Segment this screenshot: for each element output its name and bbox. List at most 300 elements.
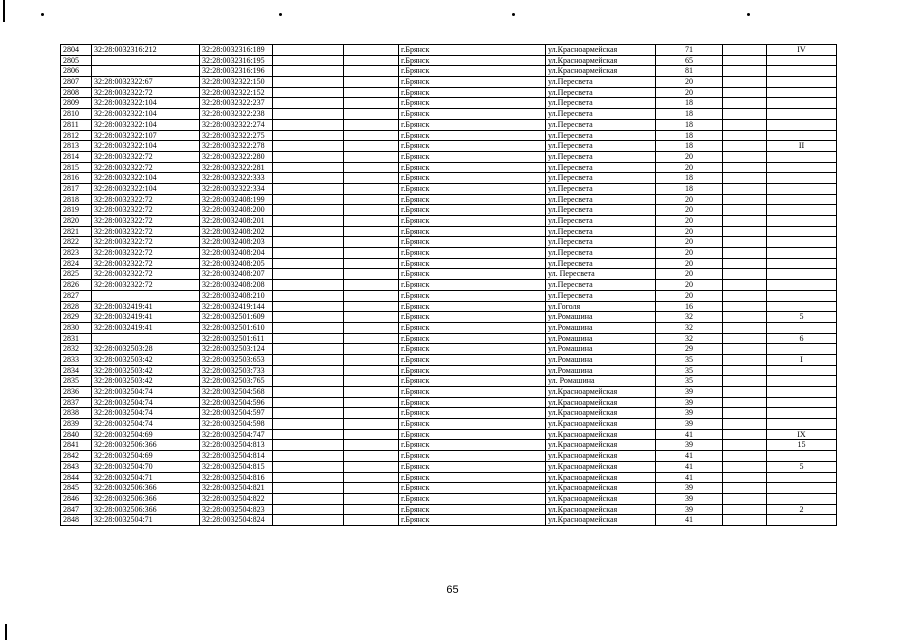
cell-value: 41	[656, 472, 723, 483]
cell-row-number: 2806	[61, 66, 92, 77]
cell-row-number: 2814	[61, 151, 92, 162]
cell-empty-3	[723, 333, 767, 344]
cell-value: 20	[656, 194, 723, 205]
cell-empty-3	[723, 248, 767, 259]
table-row	[61, 440, 837, 451]
cell-row-number: 2823	[61, 248, 92, 259]
cell-street: ул.Пересвета	[546, 183, 656, 194]
cell-cadastral-object: 32:28:0032408:199	[200, 194, 273, 205]
cell-cadastral-parcel: 32:28:0032322:72	[92, 216, 200, 227]
cell-note	[767, 322, 837, 333]
cell-row-number: 2822	[61, 237, 92, 248]
cell-cadastral-object: 32:28:0032408:204	[200, 248, 273, 259]
cell-street: ул.Пересвета	[546, 173, 656, 184]
cell-empty-2	[344, 344, 399, 355]
cell-note	[767, 376, 837, 387]
cell-empty-1	[273, 45, 344, 56]
table-row	[61, 162, 837, 173]
cell-cadastral-object: 32:28:0032322:281	[200, 162, 273, 173]
cell-note	[767, 216, 837, 227]
cell-empty-2	[344, 397, 399, 408]
cell-cadastral-object: 32:28:0032501:609	[200, 312, 273, 323]
cell-empty-2	[344, 141, 399, 152]
cell-empty-2	[344, 333, 399, 344]
cell-note	[767, 98, 837, 109]
cell-cadastral-object: 32:28:0032503:124	[200, 344, 273, 355]
cell-row-number: 2835	[61, 376, 92, 387]
cell-note	[767, 269, 837, 280]
cell-empty-3	[723, 322, 767, 333]
cell-note	[767, 483, 837, 494]
cell-street: ул.Пересвета	[546, 87, 656, 98]
cell-cadastral-parcel: 32:28:0032504:70	[92, 461, 200, 472]
cell-city: г.Брянск	[399, 472, 546, 483]
cell-note	[767, 151, 837, 162]
cell-empty-3	[723, 205, 767, 216]
cell-city: г.Брянск	[399, 312, 546, 323]
cell-street: ул.Гоголя	[546, 301, 656, 312]
cell-cadastral-object: 32:28:0032322:280	[200, 151, 273, 162]
cell-empty-2	[344, 248, 399, 259]
cell-empty-1	[273, 440, 344, 451]
cell-city: г.Брянск	[399, 322, 546, 333]
cell-note: 2	[767, 504, 837, 515]
cell-city: г.Брянск	[399, 77, 546, 88]
cell-street: ул.Пересвета	[546, 151, 656, 162]
cell-city: г.Брянск	[399, 109, 546, 120]
cell-cadastral-object: 32:28:0032408:203	[200, 237, 273, 248]
cell-street: ул.Красноармейская	[546, 440, 656, 451]
cell-street: ул.Красноармейская	[546, 493, 656, 504]
cell-note: 15	[767, 440, 837, 451]
cell-note: IX	[767, 429, 837, 440]
cell-value: 81	[656, 66, 723, 77]
table-row	[61, 55, 837, 66]
cell-city: г.Брянск	[399, 387, 546, 398]
cell-empty-2	[344, 119, 399, 130]
cell-empty-3	[723, 162, 767, 173]
cell-empty-3	[723, 66, 767, 77]
cell-value: 41	[656, 515, 723, 526]
cell-note	[767, 493, 837, 504]
cell-city: г.Брянск	[399, 45, 546, 56]
cell-empty-1	[273, 216, 344, 227]
table-row	[61, 312, 837, 323]
cell-note: 5	[767, 461, 837, 472]
cell-empty-1	[273, 408, 344, 419]
cell-empty-3	[723, 45, 767, 56]
cell-street: ул.Красноармейская	[546, 45, 656, 56]
register-table-body	[61, 45, 837, 526]
cell-cadastral-parcel: 32:28:0032504:71	[92, 472, 200, 483]
cell-empty-1	[273, 109, 344, 120]
cell-cadastral-parcel: 32:28:0032322:72	[92, 269, 200, 280]
cell-empty-1	[273, 77, 344, 88]
cell-empty-2	[344, 109, 399, 120]
cell-row-number: 2824	[61, 258, 92, 269]
cell-empty-1	[273, 504, 344, 515]
cell-empty-1	[273, 515, 344, 526]
cell-cadastral-object: 32:28:0032501:611	[200, 333, 273, 344]
cell-empty-3	[723, 55, 767, 66]
cell-empty-2	[344, 376, 399, 387]
cell-value: 71	[656, 45, 723, 56]
cell-cadastral-parcel: 32:28:0032322:72	[92, 237, 200, 248]
cell-empty-3	[723, 130, 767, 141]
cell-row-number: 2816	[61, 173, 92, 184]
table-row	[61, 87, 837, 98]
cell-cadastral-object: 32:28:0032503:733	[200, 365, 273, 376]
cell-cadastral-object: 32:28:0032322:237	[200, 98, 273, 109]
cell-empty-2	[344, 237, 399, 248]
cell-empty-2	[344, 258, 399, 269]
cell-empty-3	[723, 151, 767, 162]
cell-row-number: 2805	[61, 55, 92, 66]
cell-cadastral-object: 32:28:0032503:653	[200, 354, 273, 365]
cell-empty-2	[344, 365, 399, 376]
cell-empty-2	[344, 387, 399, 398]
cell-note	[767, 387, 837, 398]
cell-empty-2	[344, 162, 399, 173]
cell-empty-1	[273, 301, 344, 312]
cell-empty-2	[344, 194, 399, 205]
cell-empty-2	[344, 515, 399, 526]
cell-note	[767, 365, 837, 376]
table-row	[61, 483, 837, 494]
cell-note	[767, 248, 837, 259]
cell-empty-2	[344, 322, 399, 333]
cell-note	[767, 77, 837, 88]
page-edge-mark-bottom	[5, 624, 7, 640]
cell-street: ул.Пересвета	[546, 162, 656, 173]
table-row	[61, 269, 837, 280]
cell-value: 20	[656, 205, 723, 216]
cell-empty-3	[723, 258, 767, 269]
cell-empty-1	[273, 344, 344, 355]
cell-empty-1	[273, 194, 344, 205]
table-row	[61, 77, 837, 88]
cell-row-number: 2836	[61, 387, 92, 398]
cell-street: ул.Пересвета	[546, 290, 656, 301]
cell-city: г.Брянск	[399, 55, 546, 66]
cell-street: ул.Пересвета	[546, 119, 656, 130]
cell-empty-2	[344, 483, 399, 494]
cell-empty-2	[344, 216, 399, 227]
cell-row-number: 2812	[61, 130, 92, 141]
cell-empty-1	[273, 226, 344, 237]
cell-cadastral-object: 32:28:0032504:598	[200, 419, 273, 430]
cell-row-number: 2837	[61, 397, 92, 408]
cell-empty-1	[273, 397, 344, 408]
table-row	[61, 248, 837, 259]
table-row	[61, 45, 837, 56]
cell-empty-3	[723, 387, 767, 398]
cell-cadastral-object: 32:28:0032501:610	[200, 322, 273, 333]
cell-empty-3	[723, 461, 767, 472]
cell-row-number: 2830	[61, 322, 92, 333]
cell-street: ул.Красноармейская	[546, 451, 656, 462]
cell-city: г.Брянск	[399, 269, 546, 280]
cell-city: г.Брянск	[399, 130, 546, 141]
table-row	[61, 397, 837, 408]
cell-value: 35	[656, 376, 723, 387]
cell-empty-1	[273, 483, 344, 494]
cell-cadastral-object: 32:28:0032504:597	[200, 408, 273, 419]
table-row	[61, 408, 837, 419]
cell-value: 32	[656, 312, 723, 323]
table-row	[61, 98, 837, 109]
cell-empty-1	[273, 365, 344, 376]
table-row	[61, 109, 837, 120]
cell-empty-3	[723, 376, 767, 387]
cell-cadastral-parcel: 32:28:0032504:74	[92, 419, 200, 430]
cell-value: 20	[656, 248, 723, 259]
cell-empty-2	[344, 290, 399, 301]
cell-cadastral-parcel: 32:28:0032504:69	[92, 451, 200, 462]
cell-street: ул.Ромашина	[546, 322, 656, 333]
cell-street: ул.Пересвета	[546, 109, 656, 120]
table-row	[61, 301, 837, 312]
cell-empty-2	[344, 419, 399, 430]
cell-street: ул.Пересвета	[546, 141, 656, 152]
cell-cadastral-parcel: 32:28:0032322:72	[92, 194, 200, 205]
cell-row-number: 2821	[61, 226, 92, 237]
cell-cadastral-parcel: 32:28:0032504:71	[92, 515, 200, 526]
cell-note	[767, 397, 837, 408]
cell-empty-1	[273, 141, 344, 152]
table-row	[61, 66, 837, 77]
cell-street: ул.Пересвета	[546, 258, 656, 269]
table-row	[61, 173, 837, 184]
cell-empty-2	[344, 451, 399, 462]
cell-empty-2	[344, 226, 399, 237]
cell-row-number: 2842	[61, 451, 92, 462]
cell-empty-3	[723, 451, 767, 462]
cell-row-number: 2841	[61, 440, 92, 451]
cell-note	[767, 226, 837, 237]
cell-empty-3	[723, 429, 767, 440]
cell-empty-3	[723, 290, 767, 301]
cell-cadastral-object: 32:28:0032408:210	[200, 290, 273, 301]
cell-city: г.Брянск	[399, 280, 546, 291]
cell-empty-2	[344, 440, 399, 451]
cell-cadastral-object: 32:28:0032408:207	[200, 269, 273, 280]
cell-note	[767, 301, 837, 312]
cell-city: г.Брянск	[399, 226, 546, 237]
cell-empty-3	[723, 98, 767, 109]
cell-note: 6	[767, 333, 837, 344]
cell-empty-2	[344, 312, 399, 323]
cell-cadastral-parcel: 32:28:0032316:212	[92, 45, 200, 56]
table-row	[61, 493, 837, 504]
cell-city: г.Брянск	[399, 258, 546, 269]
cell-cadastral-object: 32:28:0032504:568	[200, 387, 273, 398]
cell-city: г.Брянск	[399, 429, 546, 440]
table-row	[61, 151, 837, 162]
cell-cadastral-object: 32:28:0032504:821	[200, 483, 273, 494]
cell-city: г.Брянск	[399, 451, 546, 462]
cell-value: 39	[656, 408, 723, 419]
cell-city: г.Брянск	[399, 151, 546, 162]
cell-empty-3	[723, 269, 767, 280]
cell-row-number: 2810	[61, 109, 92, 120]
cell-empty-3	[723, 365, 767, 376]
cell-note: I	[767, 354, 837, 365]
table-row	[61, 472, 837, 483]
cell-city: г.Брянск	[399, 290, 546, 301]
cell-cadastral-object: 32:28:0032504:815	[200, 461, 273, 472]
cell-note	[767, 162, 837, 173]
cell-street: ул.Ромашина	[546, 354, 656, 365]
cell-cadastral-object: 32:28:0032322:238	[200, 109, 273, 120]
cell-note	[767, 66, 837, 77]
cell-empty-1	[273, 451, 344, 462]
cell-cadastral-parcel	[92, 66, 200, 77]
cell-row-number: 2843	[61, 461, 92, 472]
cell-street: ул.Красноармейская	[546, 387, 656, 398]
cell-cadastral-parcel: 32:28:0032322:72	[92, 151, 200, 162]
cell-empty-2	[344, 151, 399, 162]
cell-empty-1	[273, 151, 344, 162]
table-row	[61, 322, 837, 333]
cell-street: ул.Пересвета	[546, 205, 656, 216]
cell-empty-1	[273, 248, 344, 259]
cell-street: ул.Красноармейская	[546, 515, 656, 526]
table-row	[61, 216, 837, 227]
cell-value: 20	[656, 258, 723, 269]
cell-empty-2	[344, 301, 399, 312]
scan-dot	[747, 13, 750, 16]
cell-row-number: 2839	[61, 419, 92, 430]
cell-empty-1	[273, 280, 344, 291]
cell-cadastral-parcel: 32:28:0032504:74	[92, 397, 200, 408]
cell-street: ул.Ромашина	[546, 344, 656, 355]
cell-city: г.Брянск	[399, 301, 546, 312]
cell-city: г.Брянск	[399, 483, 546, 494]
cell-value: 20	[656, 226, 723, 237]
cell-empty-3	[723, 87, 767, 98]
cell-row-number: 2838	[61, 408, 92, 419]
cell-cadastral-parcel: 32:28:0032322:104	[92, 98, 200, 109]
cell-empty-3	[723, 397, 767, 408]
cell-cadastral-object: 32:28:0032504:824	[200, 515, 273, 526]
cell-note: 5	[767, 312, 837, 323]
cell-value: 18	[656, 141, 723, 152]
cell-empty-3	[723, 344, 767, 355]
cell-empty-3	[723, 141, 767, 152]
table-row	[61, 205, 837, 216]
cell-empty-3	[723, 280, 767, 291]
cell-value: 39	[656, 483, 723, 494]
cell-cadastral-parcel: 32:28:0032322:67	[92, 77, 200, 88]
cell-row-number: 2820	[61, 216, 92, 227]
cell-row-number: 2818	[61, 194, 92, 205]
cell-cadastral-object: 32:28:0032504:747	[200, 429, 273, 440]
cell-cadastral-object: 32:28:0032316:189	[200, 45, 273, 56]
cell-note	[767, 408, 837, 419]
cell-empty-1	[273, 290, 344, 301]
page-number: 65	[446, 584, 459, 596]
cell-empty-3	[723, 77, 767, 88]
cell-empty-2	[344, 269, 399, 280]
cell-cadastral-object: 32:28:0032408:205	[200, 258, 273, 269]
cell-note	[767, 515, 837, 526]
cell-row-number: 2840	[61, 429, 92, 440]
cell-empty-1	[273, 387, 344, 398]
cell-city: г.Брянск	[399, 98, 546, 109]
cell-value: 32	[656, 322, 723, 333]
cell-city: г.Брянск	[399, 216, 546, 227]
cell-cadastral-parcel: 32:28:0032504:69	[92, 429, 200, 440]
cell-value: 39	[656, 493, 723, 504]
table-row	[61, 258, 837, 269]
cell-cadastral-parcel: 32:28:0032322:72	[92, 280, 200, 291]
cell-city: г.Брянск	[399, 183, 546, 194]
cell-city: г.Брянск	[399, 354, 546, 365]
cell-city: г.Брянск	[399, 237, 546, 248]
cell-empty-2	[344, 472, 399, 483]
cell-empty-3	[723, 183, 767, 194]
cell-empty-3	[723, 237, 767, 248]
cell-city: г.Брянск	[399, 66, 546, 77]
cell-empty-1	[273, 312, 344, 323]
cell-note	[767, 55, 837, 66]
cell-empty-3	[723, 419, 767, 430]
cell-row-number: 2809	[61, 98, 92, 109]
cell-street: ул.Пересвета	[546, 98, 656, 109]
cell-street: ул.Красноармейская	[546, 504, 656, 515]
cell-city: г.Брянск	[399, 461, 546, 472]
cell-empty-3	[723, 194, 767, 205]
cell-note	[767, 194, 837, 205]
cell-cadastral-object: 32:28:0032322:333	[200, 173, 273, 184]
cell-cadastral-parcel: 32:28:0032503:42	[92, 354, 200, 365]
cell-city: г.Брянск	[399, 87, 546, 98]
cell-value: 39	[656, 419, 723, 430]
cell-empty-2	[344, 130, 399, 141]
cell-empty-1	[273, 258, 344, 269]
cell-empty-1	[273, 461, 344, 472]
table-row	[61, 419, 837, 430]
cell-row-number: 2808	[61, 87, 92, 98]
cell-value: 65	[656, 55, 723, 66]
cell-cadastral-object: 32:28:0032504:813	[200, 440, 273, 451]
cell-empty-1	[273, 419, 344, 430]
table-row	[61, 194, 837, 205]
cell-cadastral-parcel: 32:28:0032322:72	[92, 87, 200, 98]
cell-empty-1	[273, 205, 344, 216]
register-table	[60, 44, 837, 526]
cell-cadastral-object: 32:28:0032504:814	[200, 451, 273, 462]
cell-empty-2	[344, 66, 399, 77]
cell-row-number: 2845	[61, 483, 92, 494]
cell-row-number: 2804	[61, 45, 92, 56]
cell-row-number: 2848	[61, 515, 92, 526]
cell-cadastral-object: 32:28:0032504:816	[200, 472, 273, 483]
cell-empty-3	[723, 173, 767, 184]
cell-value: 41	[656, 451, 723, 462]
cell-value: 20	[656, 280, 723, 291]
cell-empty-1	[273, 429, 344, 440]
cell-value: 39	[656, 387, 723, 398]
cell-empty-1	[273, 87, 344, 98]
cell-value: 18	[656, 183, 723, 194]
cell-empty-2	[344, 429, 399, 440]
cell-value: 41	[656, 429, 723, 440]
cell-empty-2	[344, 205, 399, 216]
cell-note	[767, 280, 837, 291]
table-row	[61, 451, 837, 462]
